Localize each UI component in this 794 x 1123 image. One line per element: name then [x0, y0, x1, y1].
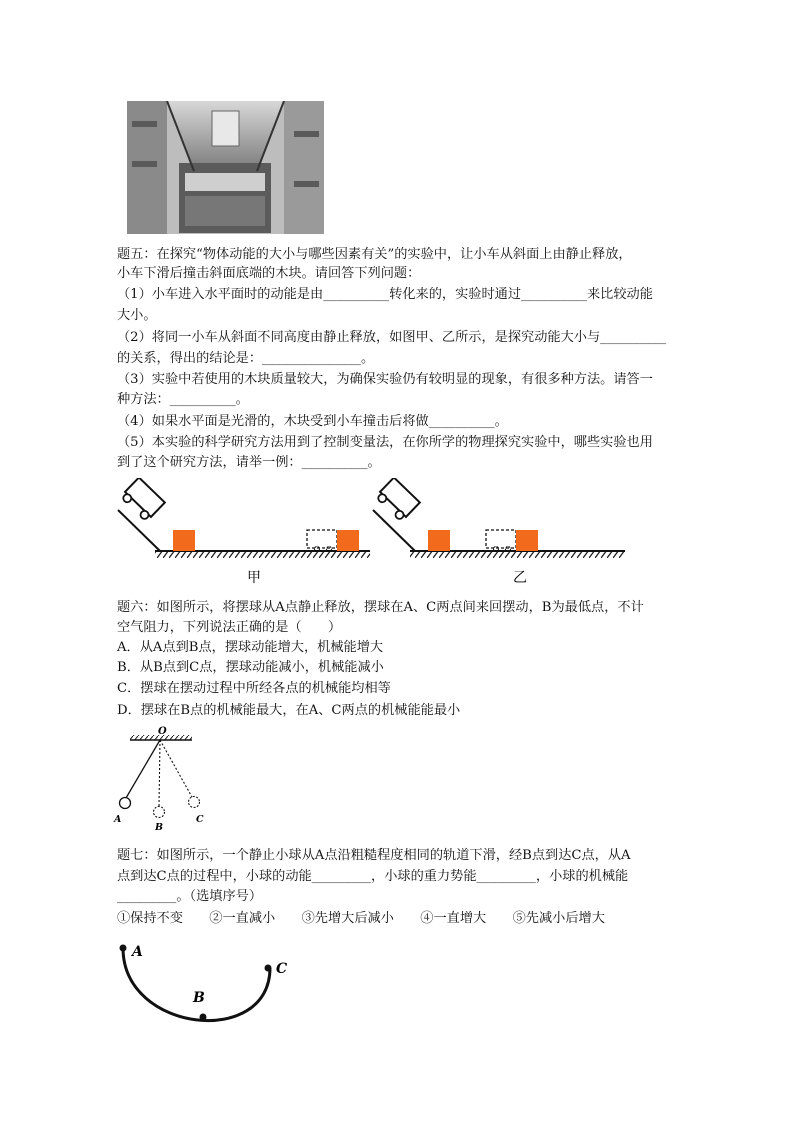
q6-option-c: C．摆球在摆动过程中所经各点的机械能均相等: [117, 681, 391, 696]
label-b: B: [193, 990, 205, 1006]
q7-title: 题七：如图所示，一个静止小球从A点沿粗糙程度相同的轨道下滑，经B点到达C点，从A: [117, 848, 631, 863]
q7-title-cont2: _________。（选填序号）: [117, 889, 263, 904]
point-b: [200, 1014, 207, 1021]
pendulum-diagram: [108, 724, 218, 836]
q5-part3-cont: 种方法：__________。: [117, 392, 249, 407]
q7-options: ①保持不变 ②一直减小 ③先增大后减小 ④一直增大 ⑤先减小后增大: [117, 911, 605, 926]
q5-title: 题五：在探究“物体动能的大小与哪些因素有关”的实验中，让小车从斜面上由静止释放，: [117, 247, 632, 262]
point-a: [120, 945, 127, 952]
label-c: C: [276, 961, 288, 977]
ramp-diagram-left: [118, 478, 370, 558]
q7-title-cont: 点到达C点的过程中，小球的动能_________，小球的重力势能_________，小球的机械能: [117, 869, 629, 884]
elevator-shaft-photo: [127, 101, 324, 234]
q5-part2: （2）将同一小车从斜面不同高度由静止释放，如图甲、乙所示，是探究动能大小与__________: [117, 330, 667, 345]
q5-part2-cont: 的关系，得出的结论是：_______________。: [117, 351, 375, 366]
label-yi: 乙: [513, 570, 527, 586]
q6-title: 题六：如图所示，将摆球从A点静止释放，摆球在A、C两点间来回摆动，B为最低点，不计: [117, 600, 644, 615]
ramp-diagram-right: [373, 478, 625, 558]
q5-part5-cont: 到了这个研究方法，请举一例：__________。: [117, 455, 381, 470]
q5-part1-cont: 大小。: [117, 308, 157, 323]
label-a: A: [114, 814, 122, 825]
q5-part5: （5）本实验的科学研究方法用到了控制变量法，在你所学的物理探究实验中，哪些实验也用: [117, 435, 653, 450]
label-a: A: [132, 944, 143, 960]
q6-option-a: A．从A点到B点，摆球动能增大，机械能增大: [117, 640, 384, 655]
q6-option-b: B．从B点到C点，摆球动能减小，机械能减小: [117, 660, 384, 675]
pendulum-ball-a: [120, 798, 131, 809]
q5-part1: （1）小车进入水平面时的动能是由__________转化来的，实验时通过__________来比较动能: [117, 287, 653, 302]
ramp-experiment-diagram: [115, 478, 635, 588]
label-b: B: [155, 822, 164, 833]
q6-title-cont: 空气阻力，下列说法正确的是（ ）: [117, 620, 342, 635]
wood-block: [173, 530, 195, 551]
track-diagram: [110, 938, 300, 1028]
wood-block-moved: [337, 530, 359, 551]
label-jia: 甲: [247, 570, 261, 586]
q5-title-cont: 小车下滑后撞击斜面底端的木块。请回答下列问题：: [117, 266, 421, 281]
label-c: C: [196, 814, 204, 825]
point-c: [265, 965, 272, 972]
q5-part3: （3）实验中若使用的木块质量较大，为确保实验仍有较明显的现象，有很多种方法。请答一: [117, 372, 653, 387]
label-o: O: [158, 726, 167, 737]
q5-part4: （4）如果水平面是光滑的，木块受到小车撞击后将做__________。: [117, 414, 508, 429]
q6-option-d: D．摆球在B点的机械能最大，在A、C两点的机械能能最小: [117, 703, 461, 718]
